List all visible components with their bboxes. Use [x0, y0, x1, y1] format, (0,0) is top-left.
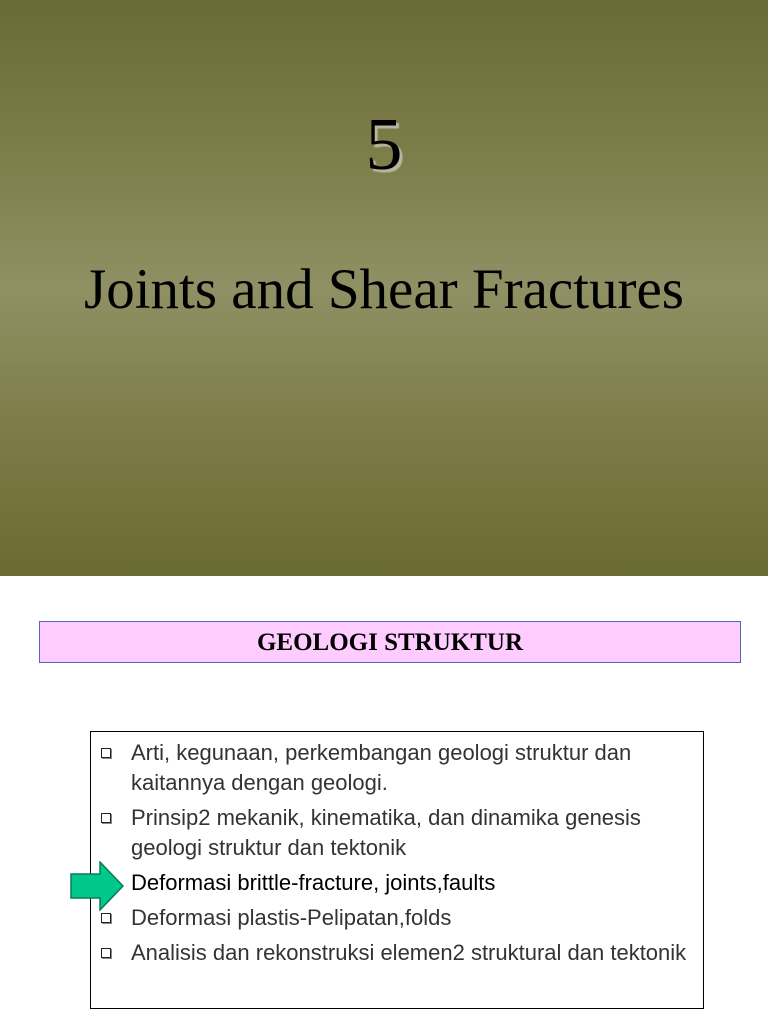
topic-item-label: Deformasi brittle-fracture, joints,faults — [131, 870, 496, 895]
topic-item-label: Deformasi plastis-Pelipatan,folds — [131, 905, 452, 930]
checkbox-bullet-icon — [101, 948, 111, 958]
topic-item — [91, 803, 695, 863]
checkbox-bullet-icon — [101, 813, 111, 823]
topic-item-active — [91, 868, 695, 898]
topic-item-label: Analisis dan rekonstruksi elemen2 struktural dan tektonik — [131, 940, 687, 965]
topic-item — [91, 938, 695, 968]
checkbox-bullet-icon — [101, 913, 111, 923]
topic-item — [91, 738, 695, 798]
topic-list — [91, 732, 703, 968]
topic-item-label: Prinsip2 mekanik, kinematika, dan dinamika genesis geologi struktur dan tektonik — [131, 805, 641, 860]
right-arrow-icon — [70, 861, 124, 911]
topic-list-box — [90, 731, 704, 1009]
checkbox-bullet-icon — [101, 748, 111, 758]
course-header: GEOLOGI STRUKTUR — [39, 621, 741, 663]
chapter-number: 5 — [365, 104, 403, 186]
topic-item-label: Arti, kegunaan, perkembangan geologi struktur dan kaitannya dengan geologi. — [131, 740, 632, 795]
chapter-title: Joints and Shear Fractures — [84, 258, 684, 321]
topic-item — [91, 903, 695, 933]
